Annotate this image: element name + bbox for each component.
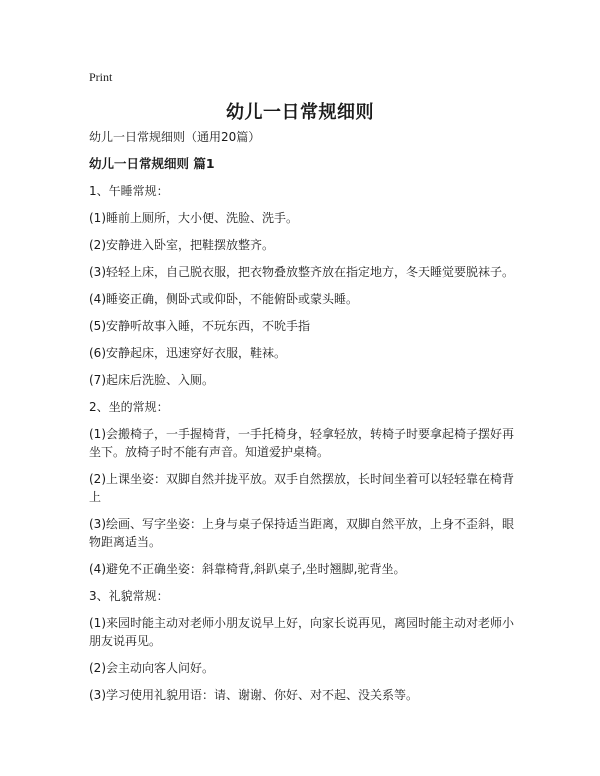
list-item: (2)上课坐姿：双脚自然并拢平放。双手自然摆放，长时间坐着可以轻轻靠在椅背上 <box>89 472 515 504</box>
section-heading-sitting: 2、坐的常规： <box>89 400 169 414</box>
list-item: (1)会搬椅子，一手握椅背，一手托椅身，轻拿轻放，转椅子时要拿起椅子摆好再坐下。放椅子时不能有声音。知道爱护桌椅。 <box>89 427 515 459</box>
document-subtitle: 幼儿一日常规细则（通用20篇） <box>89 130 261 144</box>
document-body <box>89 128 519 713</box>
list-item: (3)轻轻上床，自己脱衣服，把衣物叠放整齐放在指定地方，冬天睡觉要脱袜子。 <box>89 265 515 279</box>
list-item: (4)避免不正确坐姿：斜靠椅背,斜趴桌子,坐时翘脚,驼背坐。 <box>89 562 406 576</box>
section-heading-manners: 3、礼貌常规： <box>89 589 169 603</box>
print-link[interactable]: Print <box>89 70 113 84</box>
list-item: (1)睡前上厕所，大小便、洗脸、洗手。 <box>89 211 298 225</box>
list-item: (2)安静进入卧室，把鞋摆放整齐。 <box>89 238 274 252</box>
list-item: (4)睡姿正确，侧卧式或仰卧，不能俯卧或蒙头睡。 <box>89 292 358 306</box>
list-item: (2)会主动向客人问好。 <box>89 661 214 675</box>
list-item: (5)安静听故事入睡，不玩东西，不吮手指 <box>89 319 310 333</box>
section-heading-nap: 1、午睡常规： <box>89 184 169 198</box>
list-item: (1)来园时能主动对老师小朋友说早上好，向家长说再见，离园时能主动对老师小朋友说再见。 <box>89 616 515 648</box>
list-item: (7)起床后洗脸、入厕。 <box>89 373 214 387</box>
list-item: (3)学习使用礼貌用语：请、谢谢、你好、对不起、没关系等。 <box>89 688 419 702</box>
list-item: (3)绘画、写字坐姿：上身与桌子保持适当距离，双脚自然平放，上身不歪斜，眼物距离适当。 <box>89 517 515 549</box>
list-item: (6)安静起床，迅速穿好衣服，鞋袜。 <box>89 346 286 360</box>
part-heading: 幼儿一日常规细则 篇1 <box>89 156 215 171</box>
page-title: 幼儿一日常规细则 <box>226 102 374 123</box>
